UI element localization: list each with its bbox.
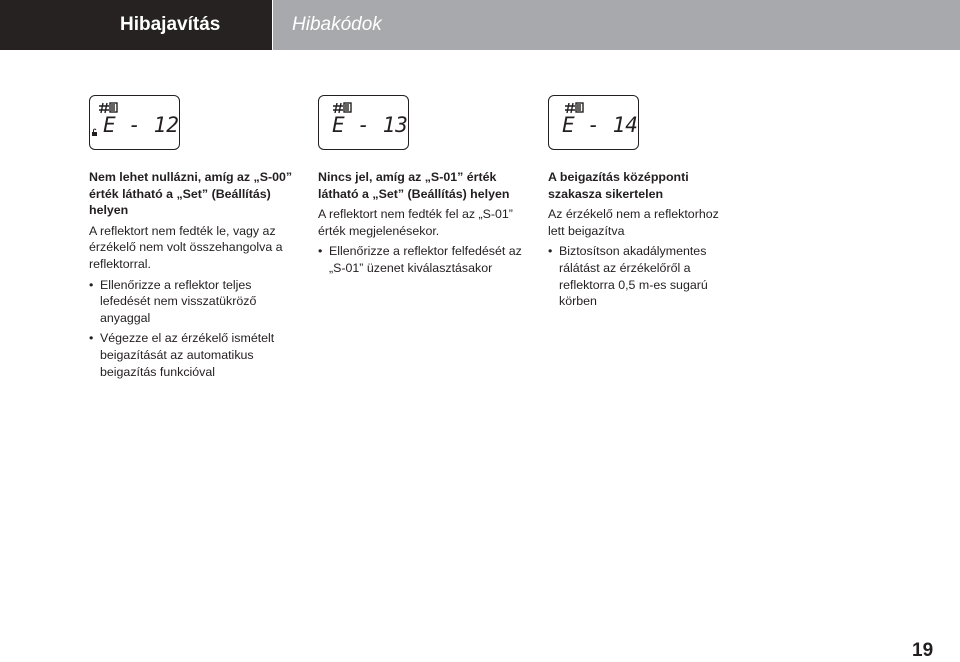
error-heading: Nincs jel, amíg az „S-01” érték látható a „Set” (Beállítás) helyen (318, 170, 510, 201)
remedy-item: • Végezze el az érzékelő ismételt beigazítását az automatikus beigazítás funkcióval (89, 330, 294, 380)
lock-icon (92, 129, 97, 136)
error-column-e13 (318, 169, 530, 281)
lcd-code: E - 12 (103, 113, 179, 137)
error-column-e12 (89, 169, 294, 384)
subsection-title: Hibakódok (273, 0, 960, 50)
lcd-display-e14 (548, 95, 639, 150)
lcd-display-e12 (89, 95, 180, 150)
error-cause: A reflektort nem fedték fel az „S-01” érték megjelenésekor. (318, 207, 513, 238)
battery-bars-icon (565, 103, 583, 113)
page-number: 19 (912, 640, 934, 661)
error-cause: Az érzékelő nem a reflektorhoz lett beigazítva (548, 207, 719, 238)
page-header (0, 0, 960, 50)
lcd-display-e13 (318, 95, 409, 150)
battery-bars-icon (333, 103, 351, 113)
error-heading: Nem lehet nullázni, amíg az „S-00” érték látható a „Set” (Beállítás) helyen (89, 170, 293, 218)
lcd-code: E - 14 (562, 113, 638, 137)
remedy-list (318, 243, 530, 276)
lcd-code: E - 13 (332, 113, 408, 137)
error-column-e14 (548, 169, 728, 314)
remedy-item: • Ellenőrizze a reflektor felfedését az „S-01” üzenet kiválasztásakor (318, 243, 530, 276)
error-heading: A beigazítás középponti szakasza sikertelen (548, 170, 689, 201)
remedy-list (548, 243, 728, 309)
section-title: Hibajavítás (0, 0, 272, 50)
remedy-list (89, 277, 294, 381)
error-cause: A reflektort nem fedték le, vagy az érzékelő nem volt összehangolva a reflektorral. (89, 223, 283, 271)
battery-bars-icon (99, 103, 117, 113)
remedy-item: • Biztosítson akadálymentes rálátást az érzékelőről a reflektorra 0,5 m-es sugarú körben (548, 243, 728, 309)
remedy-item: • Ellenőrizze a reflektor teljes lefedését nem visszatükröző anyaggal (89, 277, 294, 327)
